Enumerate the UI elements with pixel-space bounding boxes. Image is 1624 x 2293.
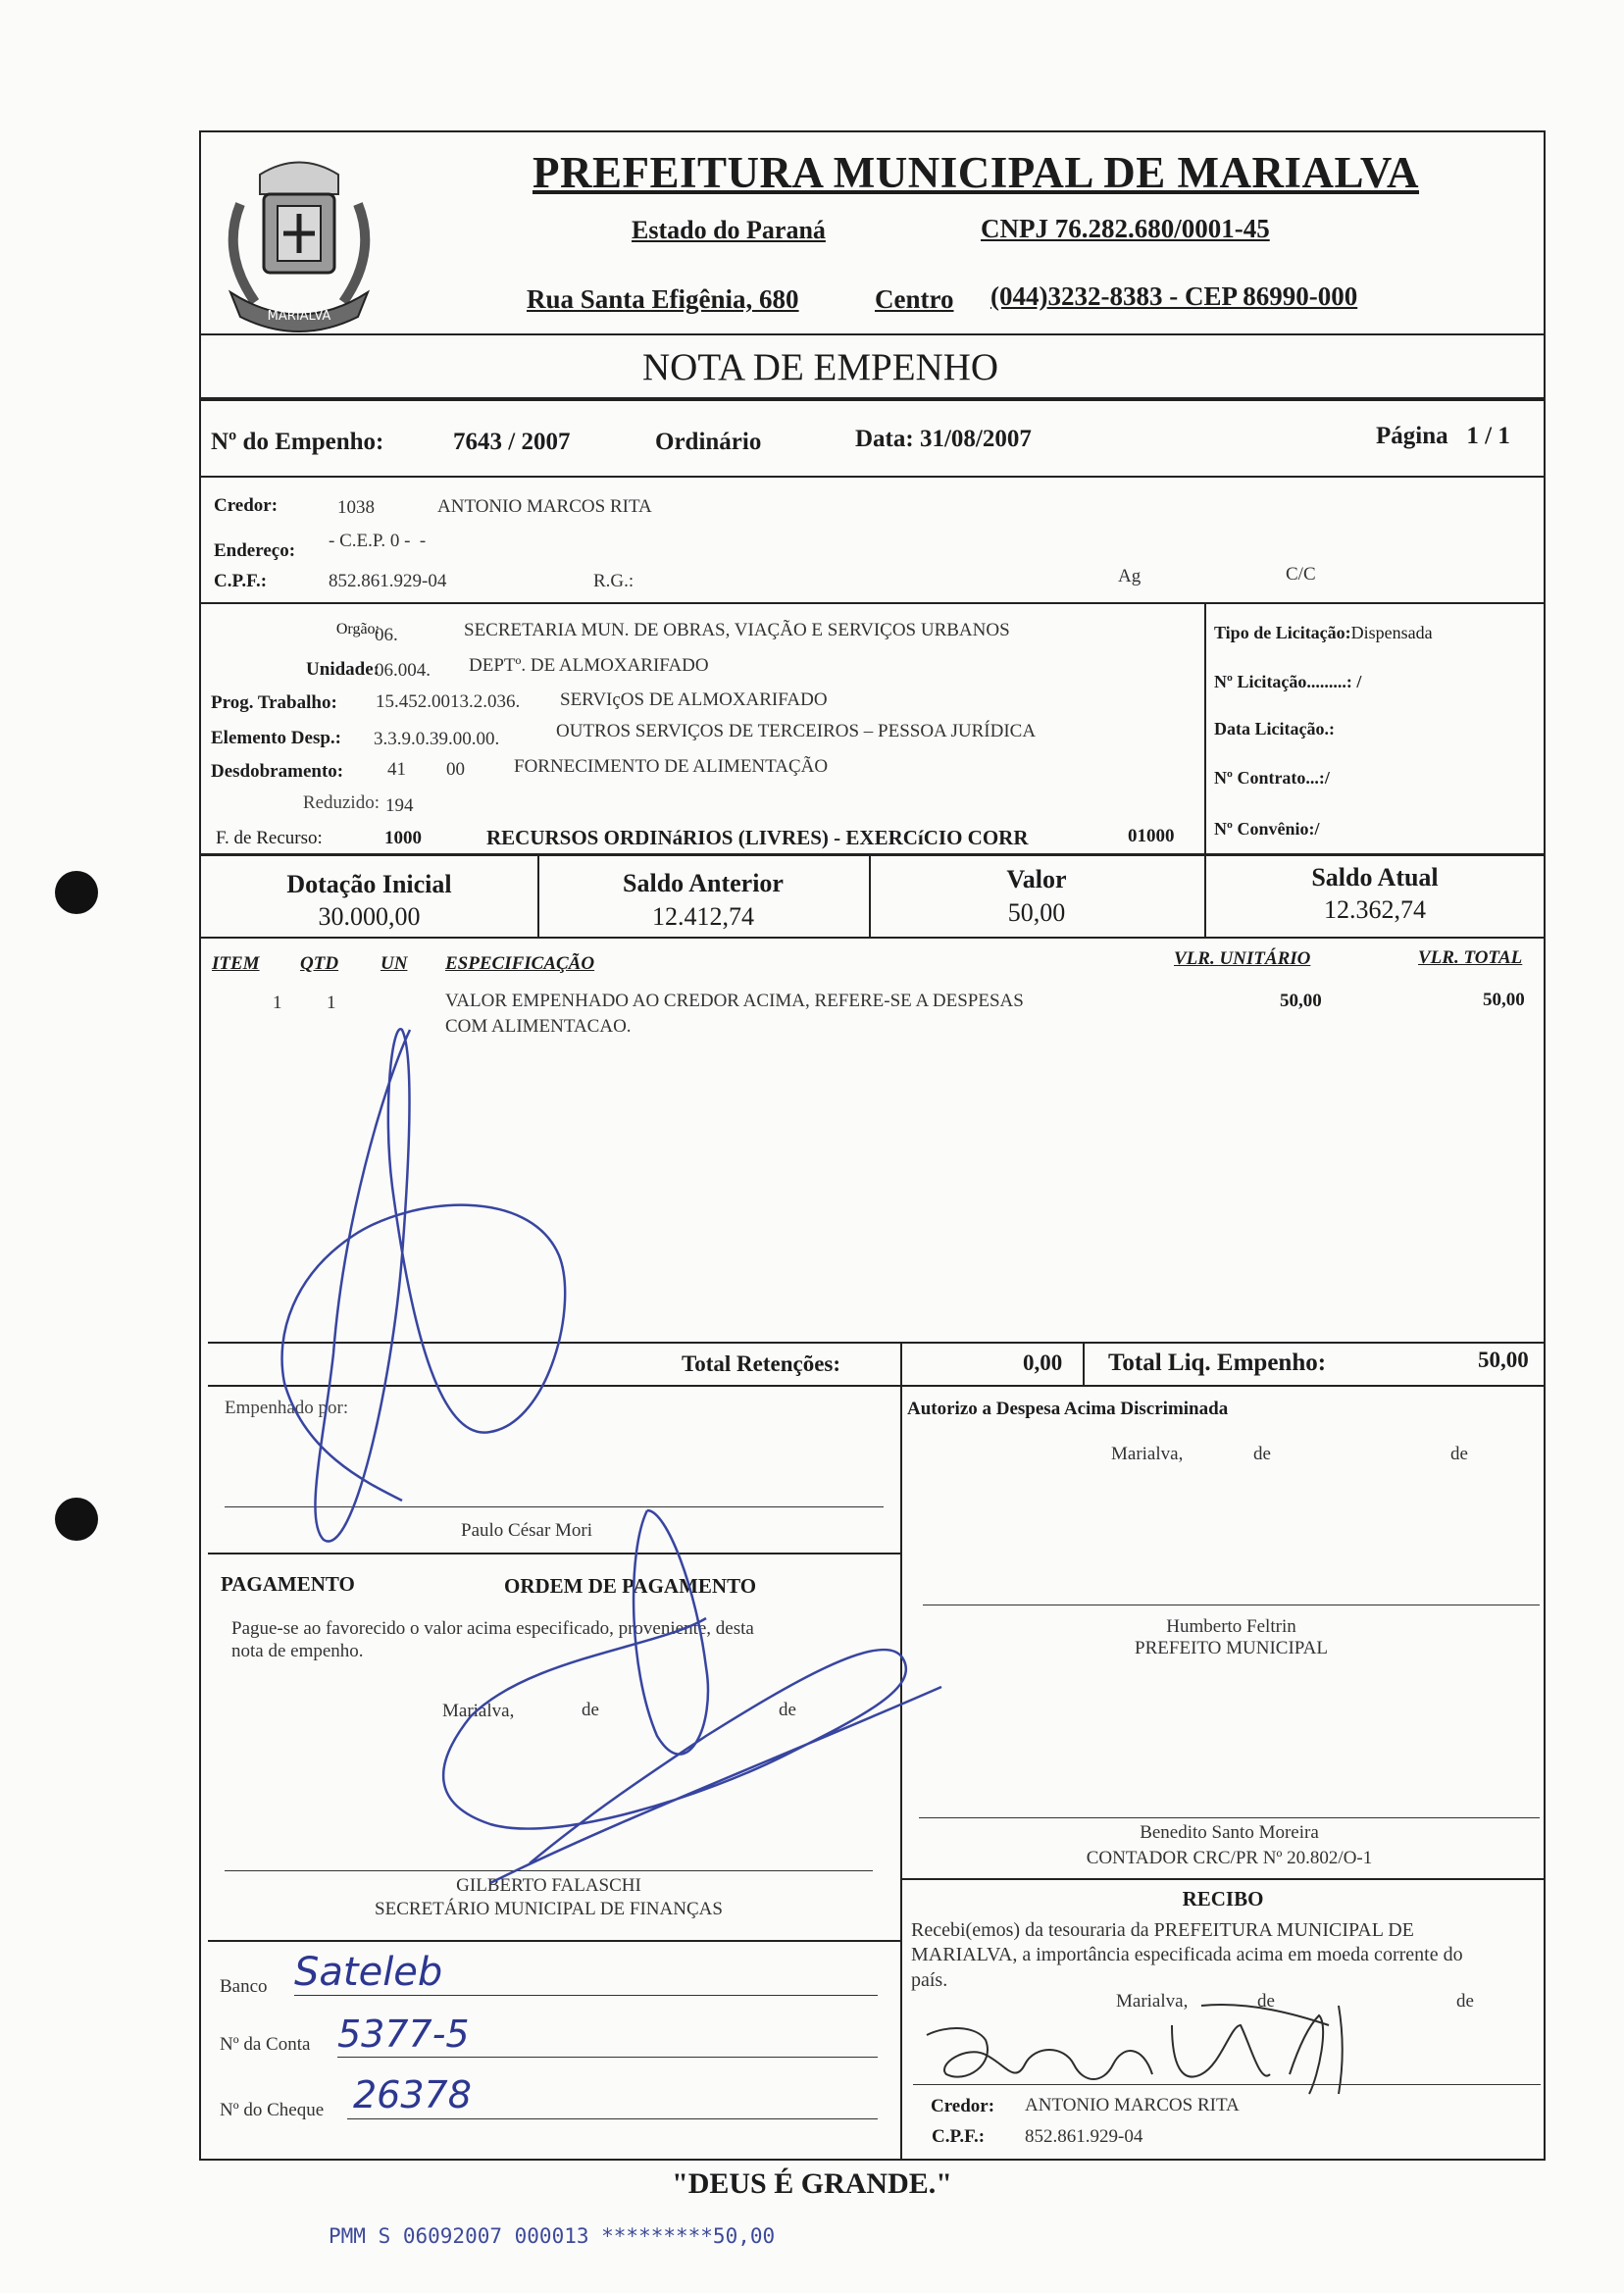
recurso-label: F. de Recurso: bbox=[216, 828, 323, 848]
divider-saldos-bottom bbox=[199, 937, 1546, 939]
bank-stamp: PMM S 06092007 000013 *********50,00 bbox=[329, 2224, 776, 2248]
recurso-desc: RECURSOS ORDINáRIOS (LIVRES) - EXERCíCIO CORR bbox=[486, 826, 1029, 849]
divider-recibo-top bbox=[900, 1878, 1546, 1880]
prog-label: Prog. Trabalho: bbox=[211, 692, 337, 713]
empenho-label: Nº do Empenho: bbox=[211, 429, 384, 455]
col-item-header: ITEM bbox=[212, 953, 260, 974]
recibo-text-line2: MARIALVA, a importância especificada acima em moeda corrente do bbox=[911, 1944, 1463, 1965]
recibo-de1: de bbox=[1257, 1991, 1275, 2012]
divider-licitacao bbox=[1204, 602, 1206, 853]
licitacao-number: Nº Licitação.........: / bbox=[1214, 672, 1362, 691]
signature-secretario-strokes bbox=[412, 1491, 961, 1922]
elemento-label: Elemento Desp.: bbox=[211, 728, 341, 748]
autorizo-de2: de bbox=[1450, 1444, 1468, 1464]
banco-value: Sateleb bbox=[294, 1950, 443, 1995]
cpf-value: 852.861.929-04 bbox=[329, 571, 447, 591]
licitacao-date: Data Licitação.: bbox=[1214, 719, 1335, 739]
district-label: Centro bbox=[875, 284, 954, 314]
divider-header bbox=[199, 333, 1546, 335]
recibo-de2: de bbox=[1456, 1991, 1474, 2012]
ag-label: Ag bbox=[1118, 566, 1142, 586]
elemento-code: 3.3.9.0.39.00.00. bbox=[374, 729, 500, 749]
row-unit-value: 50,00 bbox=[1280, 991, 1322, 1011]
crest-banner-text: MARIALVA bbox=[267, 309, 331, 324]
conta-value: 5377-5 bbox=[337, 2013, 470, 2056]
secretario-name: GILBERTO FALASCHI bbox=[456, 1875, 641, 1896]
contrato-number: Nº Contrato...:/ bbox=[1214, 768, 1330, 788]
cc-label: C/C bbox=[1286, 564, 1316, 585]
endereco-value: - C.E.P. 0 - - bbox=[329, 531, 427, 551]
recibo-credor-label: Credor: bbox=[931, 2096, 995, 2116]
banco-label: Banco bbox=[220, 1976, 268, 1997]
empenhado-label: Empenhado por: bbox=[225, 1398, 349, 1418]
cheque-line bbox=[347, 2118, 878, 2119]
empenho-number: 7643 / 2007 bbox=[453, 429, 571, 455]
col-un-header: UN bbox=[381, 953, 408, 974]
recibo-credor-value: ANTONIO MARCOS RITA bbox=[1025, 2095, 1240, 2115]
credor-name: ANTONIO MARCOS RITA bbox=[437, 496, 652, 517]
rg-label: R.G.: bbox=[593, 571, 634, 591]
retencoes-label: Total Retenções: bbox=[682, 1351, 841, 1376]
recibo-cpf-label: C.P.F.: bbox=[932, 2126, 986, 2147]
orgao-label: Orgão: bbox=[335, 621, 380, 637]
conta-label: Nº da Conta bbox=[220, 2034, 311, 2055]
credor-code: 1038 bbox=[337, 497, 375, 518]
divider-banco-top bbox=[208, 1940, 900, 1942]
saldo-anterior-value: 12.412,74 bbox=[652, 902, 754, 931]
valor-value: 50,00 bbox=[1007, 898, 1066, 927]
autorizo-de1: de bbox=[1253, 1444, 1271, 1464]
signature-line-contador bbox=[919, 1817, 1540, 1818]
autorizo-city: Marialva, bbox=[1111, 1444, 1184, 1464]
divider-info bbox=[199, 476, 1546, 478]
prefeito-title: PREFEITO MUNICIPAL bbox=[1135, 1638, 1328, 1658]
cpf-label: C.P.F.: bbox=[214, 571, 268, 591]
autorizo-text: Autorizo a Despesa Acima Discriminada bbox=[907, 1399, 1229, 1419]
row-spec-line2: COM ALIMENTACAO. bbox=[445, 1016, 632, 1037]
recurso-code: 1000 bbox=[384, 828, 422, 848]
state-label: Estado do Paraná bbox=[632, 216, 826, 244]
convenio-number: Nº Convênio:/ bbox=[1214, 819, 1320, 839]
licitacao-type bbox=[1214, 623, 1433, 643]
pagamento-de2: de bbox=[779, 1700, 796, 1720]
col-qtd-header: QTD bbox=[300, 953, 339, 974]
desdobramento-code2: 00 bbox=[446, 759, 465, 780]
empenho-date: Data: 31/08/2007 bbox=[855, 426, 1032, 452]
prefeito-name: Humberto Feltrin bbox=[1166, 1616, 1296, 1637]
retencoes-value: 0,00 bbox=[1023, 1350, 1063, 1375]
signature-empenhado-strokes bbox=[265, 1010, 618, 1559]
footer-motto: "DEUS É GRANDE." bbox=[672, 2167, 952, 2200]
orgao-desc: SECRETARIA MUN. DE OBRAS, VIAÇÃO E SERVIÇOS URBANOS bbox=[464, 620, 1010, 640]
empenho-type: Ordinário bbox=[655, 429, 762, 455]
empenhado-name: Paulo César Mori bbox=[461, 1520, 593, 1541]
cheque-label: Nº do Cheque bbox=[220, 2100, 325, 2120]
recibo-city: Marialva, bbox=[1116, 1991, 1189, 2012]
saldo-anterior-label: Saldo Anterior bbox=[623, 869, 784, 897]
conta-line bbox=[337, 2057, 878, 2058]
licitacao-type-label: Tipo de Licitação: bbox=[1214, 623, 1351, 642]
licitacao-type-value: Dispensada bbox=[1350, 623, 1433, 642]
divider-saldos-top bbox=[199, 853, 1546, 856]
banco-line bbox=[294, 1995, 878, 1996]
page-title: PREFEITURA MUNICIPAL DE MARIALVA bbox=[533, 148, 1420, 197]
signature-credor-strokes bbox=[907, 1986, 1397, 2104]
row-item: 1 bbox=[273, 993, 282, 1013]
row-spec-line1: VALOR EMPENHADO AO CREDOR ACIMA, REFERE-SE A DESPESAS bbox=[445, 991, 1024, 1011]
valor-label: Valor bbox=[1006, 865, 1067, 893]
unidade-code: 06.004. bbox=[375, 660, 431, 681]
credor-label: Credor: bbox=[214, 495, 279, 516]
dotacao-value: 30.000,00 bbox=[318, 902, 421, 931]
pagamento-label: PAGAMENTO bbox=[221, 1572, 355, 1596]
pagamento-city: Marialva, bbox=[442, 1701, 515, 1721]
contador-title: CONTADOR CRC/PR Nº 20.802/O-1 bbox=[1086, 1848, 1373, 1868]
divider-title bbox=[199, 397, 1546, 401]
reduzido-label: Reduzido: bbox=[302, 792, 380, 813]
liq-empenho-label: Total Liq. Empenho: bbox=[1108, 1350, 1327, 1376]
elemento-desc: OUTROS SERVIÇOS DE TERCEIROS – PESSOA JURÍDICA bbox=[556, 721, 1037, 741]
col-unit-header: VLR. UNITÁRIO bbox=[1174, 948, 1311, 969]
col-spec-header: ESPECIFICAÇÃO bbox=[445, 953, 595, 974]
desdobramento-code1: 41 bbox=[387, 759, 406, 780]
liq-empenho-value: 50,00 bbox=[1478, 1348, 1529, 1372]
address-label: Rua Santa Efigênia, 680 bbox=[527, 284, 799, 314]
desdobramento-desc: FORNECIMENTO DE ALIMENTAÇÃO bbox=[514, 756, 829, 777]
punch-hole-bottom bbox=[55, 1498, 98, 1541]
recibo-title: RECIBO bbox=[1182, 1887, 1264, 1911]
desdobramento-label: Desdobramento: bbox=[211, 761, 344, 782]
recibo-cpf-value: 852.861.929-04 bbox=[1025, 2126, 1143, 2147]
prog-desc: SERVIçOS DE ALMOXARIFADO bbox=[560, 689, 828, 710]
unidade-desc: DEPTº. DE ALMOXARIFADO bbox=[469, 655, 709, 676]
unidade-label: Unidade: bbox=[306, 659, 380, 680]
secretario-title: SECRETÁRIO MUNICIPAL DE FINANÇAS bbox=[375, 1899, 723, 1919]
divider-totals-mid bbox=[1083, 1342, 1085, 1385]
pagamento-de1: de bbox=[582, 1700, 599, 1720]
endereco-label: Endereço: bbox=[214, 540, 296, 561]
pagamento-text-line1: Pague-se ao favorecido o valor acima especificado, proveniente, desta bbox=[231, 1618, 754, 1639]
cnpj-label: CNPJ 76.282.680/0001-45 bbox=[981, 214, 1270, 243]
saldo-atual-value: 12.362,74 bbox=[1324, 895, 1426, 924]
recibo-text-line1: Recebi(emos) da tesouraria da PREFEITURA MUNICIPAL DE bbox=[911, 1919, 1414, 1941]
reduzido-value: 194 bbox=[385, 795, 414, 816]
ordem-pagamento-label: ORDEM DE PAGAMENTO bbox=[504, 1574, 757, 1598]
pagamento-text-line2: nota de empenho. bbox=[231, 1641, 364, 1661]
prog-code: 15.452.0013.2.036. bbox=[376, 691, 521, 712]
row-total-value: 50,00 bbox=[1483, 990, 1525, 1010]
row-qtd: 1 bbox=[327, 993, 336, 1013]
orgao-code: 06. bbox=[375, 625, 398, 645]
recurso-num: 01000 bbox=[1128, 826, 1175, 846]
saldo-atual-label: Saldo Atual bbox=[1311, 863, 1439, 892]
col-total-header: VLR. TOTAL bbox=[1418, 947, 1523, 968]
page-number: Página 1 / 1 bbox=[1376, 423, 1510, 449]
divider-credor bbox=[199, 602, 1546, 604]
dotacao-label: Dotação Inicial bbox=[286, 870, 452, 898]
phone-cep-label: (044)3232-8383 - CEP 86990-000 bbox=[990, 281, 1358, 311]
cheque-value: 26378 bbox=[353, 2073, 472, 2116]
punch-hole-top bbox=[55, 871, 98, 914]
municipal-crest-icon bbox=[201, 145, 397, 341]
recibo-text-line3: país. bbox=[911, 1969, 948, 1991]
document-title: NOTA DE EMPENHO bbox=[642, 346, 999, 388]
contador-name: Benedito Santo Moreira bbox=[1140, 1822, 1319, 1843]
